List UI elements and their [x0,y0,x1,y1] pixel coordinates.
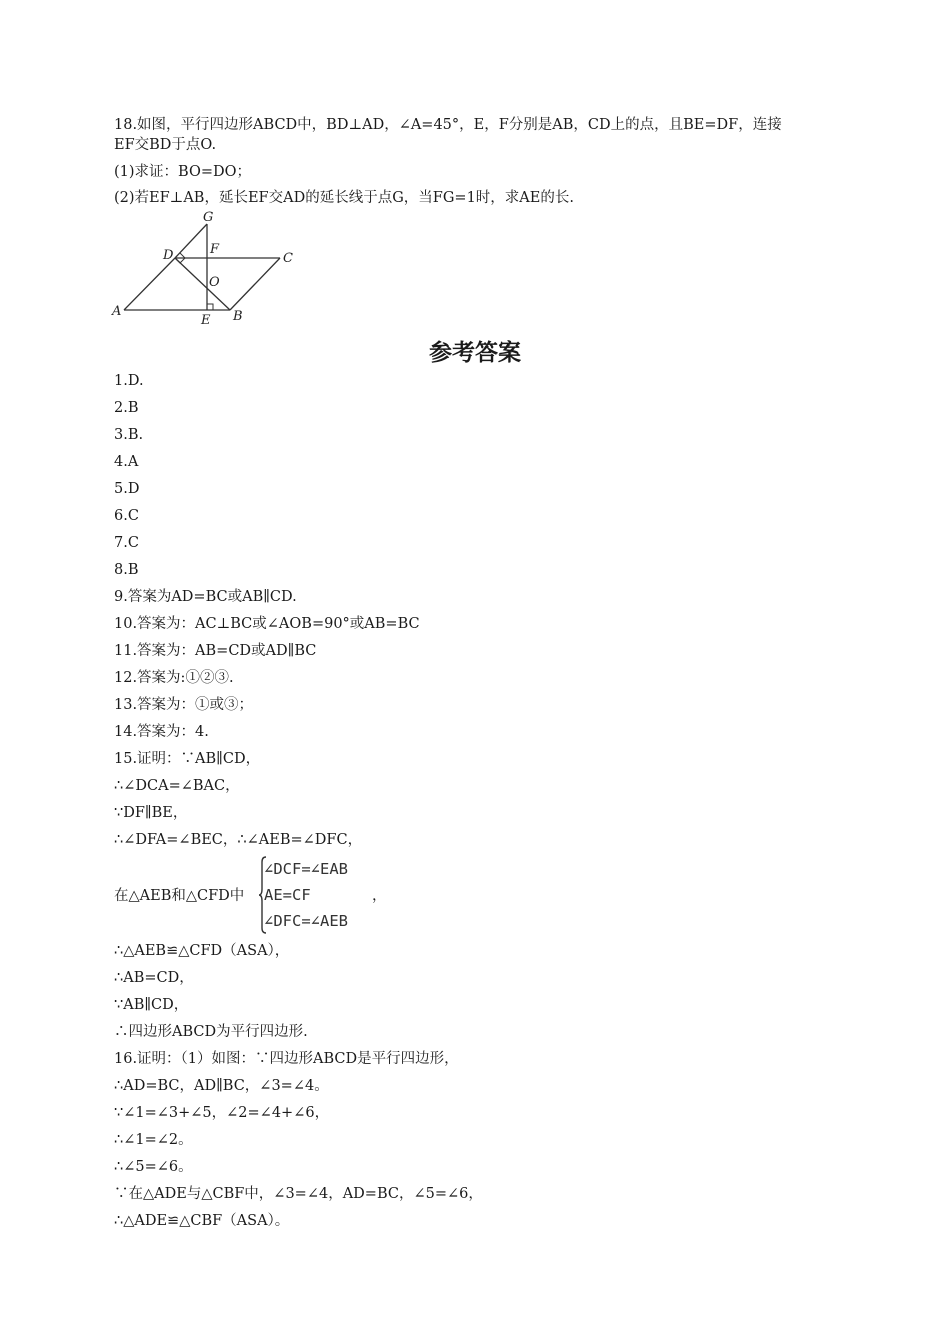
answer-line: 4.A [114,454,139,470]
answer-line: 2.B [114,400,139,416]
answer-line: 1.D. [114,373,144,389]
parallelogram-figure [108,208,308,330]
segment-bc [230,258,280,310]
answer-line: 13.答案为：①或③； [114,697,254,713]
segment-ad [124,258,175,310]
brace-trail: ， [372,888,387,904]
segment-dg [175,224,207,258]
answer-line: 6.C [114,508,139,524]
label-c: C [283,251,293,266]
answer-line: 7.C [114,535,139,551]
problem18-part1: (1)求证：BO=DO； [114,164,252,180]
brace-lines [264,856,348,934]
problem18-line1: 18.如图，平行四边形ABCD中，BD⊥AD，∠A=45°，E，F分别是AB，CD上的点，且BE=DF，连接 [114,117,782,133]
problem18-line2: EF交BD于点O. [114,137,217,153]
answer-line: 3.B. [114,427,144,443]
answer-line: ∴四边形ABCD为平行四边形. [114,1024,308,1040]
answer-line: ∴∠1=∠2。 [114,1132,193,1148]
answer-line: 10.答案为：AC⊥BC或∠AOB=90°或AB=BC [114,616,420,632]
answer-line: ∵DF∥BE， [114,805,188,821]
label-o: O [209,275,220,290]
label-b: B [233,309,243,324]
answer-line: ∴AB=CD， [114,970,194,986]
answer-line: ∵AB∥CD， [114,997,189,1013]
answer-line: 9.答案为AD=BC或AB∥CD. [114,589,297,605]
brace-line: AE=CF [264,886,311,904]
right-angle-mark-e [207,304,213,310]
label-f: F [210,242,220,257]
answer-line: ∴∠5=∠6。 [114,1159,193,1175]
answer-line: 12.答案为:①②③. [114,670,234,686]
label-g: G [203,210,214,225]
brace-line: ∠DCF=∠EAB [264,860,348,878]
segment-bd [175,258,230,310]
answer-line: ∴∠DCA=∠BAC， [114,778,240,794]
answer-line: 5.D [114,481,140,497]
answer-line: 14.答案为：4. [114,724,209,740]
brace-lead-text: 在△AEB和△CFD中 [114,888,245,904]
answer-line: 16.证明：（1）如图：∵四边形ABCD是平行四边形， [114,1051,459,1067]
answer-line: ∴△AEB≌△CFD（ASA）， [114,943,290,959]
answer-line: 8.B [114,562,139,578]
label-e: E [201,313,211,328]
answer-line: ∴△ADE≌△CBF（ASA）。 [114,1213,290,1229]
label-a: A [112,304,122,319]
answer-line: ∴∠DFA=∠BEC，∴∠AEB=∠DFC， [114,832,363,848]
brace-line: ∠DFC=∠AEB [264,912,348,930]
label-d: D [163,248,174,263]
answer-line: 15.证明：∵AB∥CD， [114,751,261,767]
problem18-part2: (2)若EF⊥AB，延长EF交AD的延长线于点G，当FG=1时，求AE的长. [114,190,574,206]
answer-line: ∴AD=BC，AD∥BC，∠3=∠4。 [114,1078,329,1094]
answer-line: ∵在△ADE与△CBF中，∠3=∠4，AD=BC，∠5=∠6， [114,1186,483,1202]
answer-line: ∵∠1=∠3+∠5，∠2=∠4+∠6， [114,1105,330,1121]
answers-title: 参考答案 [429,340,521,366]
answer-line: 11.答案为：AB=CD或AD∥BC [114,643,317,659]
